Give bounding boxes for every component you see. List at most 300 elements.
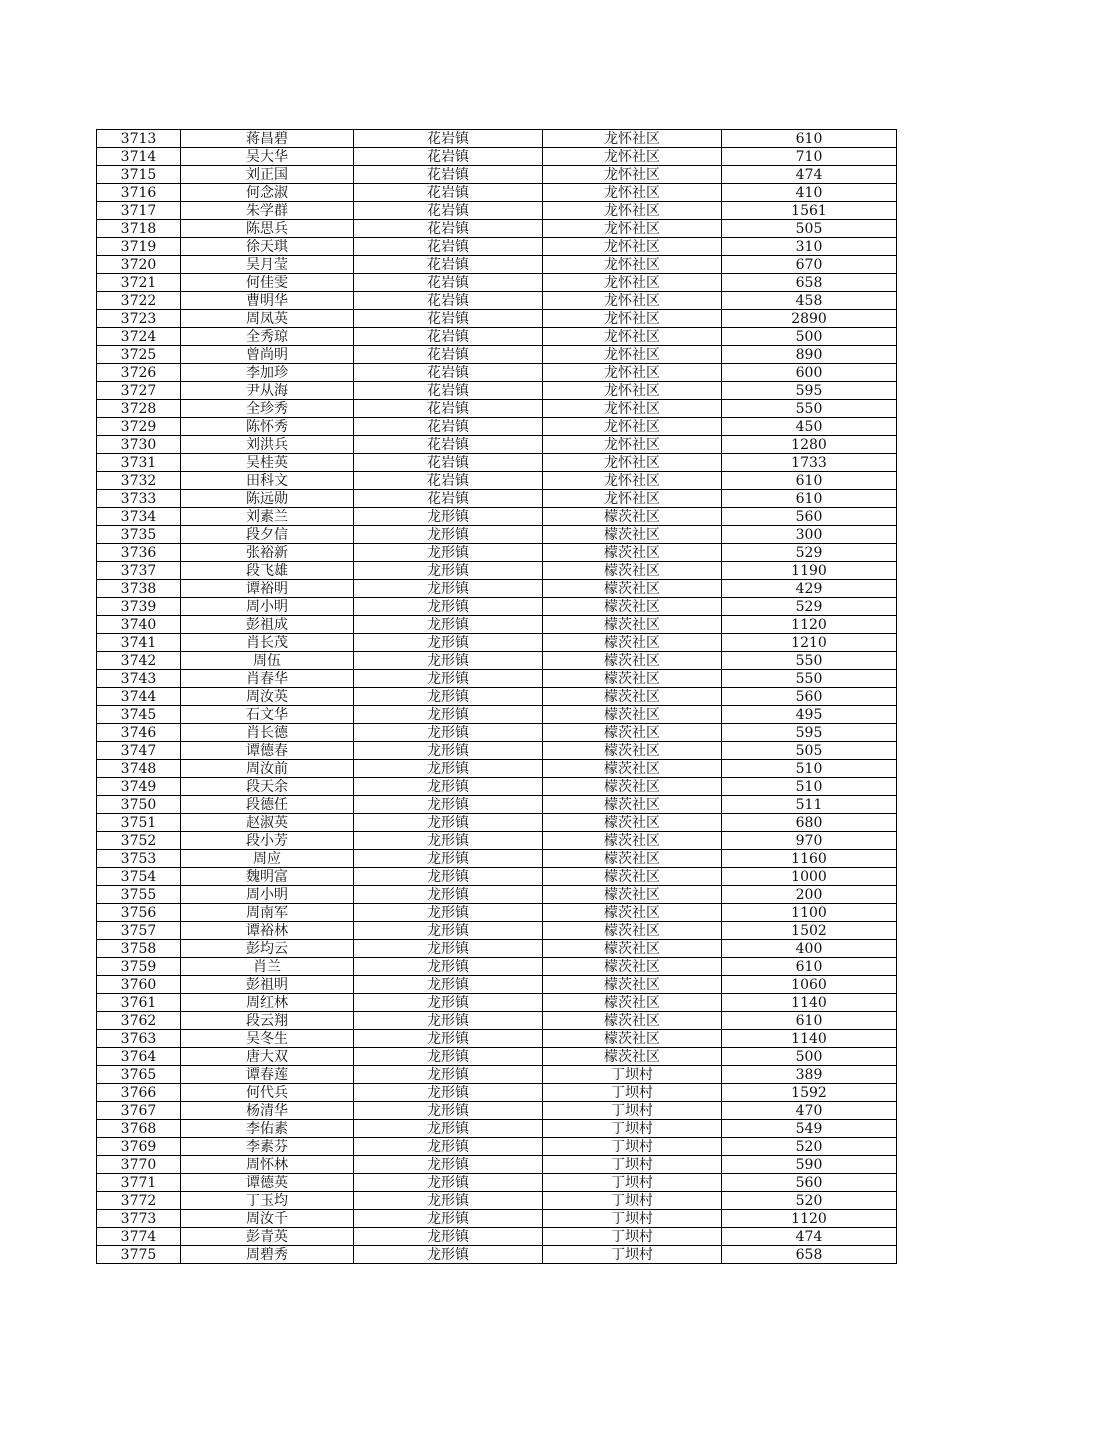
amount-cell: 600 <box>722 364 897 382</box>
town-cell: 花岩镇 <box>354 364 543 382</box>
community-cell: 檬茨社区 <box>543 580 722 598</box>
name-cell: 田科文 <box>181 472 354 490</box>
name-cell: 周碧秀 <box>181 1246 354 1264</box>
table-row <box>97 778 897 796</box>
name-cell: 周汝千 <box>181 1210 354 1228</box>
amount-cell: 505 <box>722 220 897 238</box>
table-row <box>97 940 897 958</box>
amount-cell: 560 <box>722 508 897 526</box>
row-number-cell: 3718 <box>97 220 181 238</box>
amount-cell: 1280 <box>722 436 897 454</box>
name-cell: 刘洪兵 <box>181 436 354 454</box>
name-cell: 吴冬生 <box>181 1030 354 1048</box>
town-cell: 龙形镇 <box>354 652 543 670</box>
row-number-cell: 3719 <box>97 238 181 256</box>
table-row <box>97 850 897 868</box>
row-number-cell: 3726 <box>97 364 181 382</box>
table-row <box>97 526 897 544</box>
amount-cell: 200 <box>722 886 897 904</box>
amount-cell: 610 <box>722 130 897 148</box>
amount-cell: 500 <box>722 328 897 346</box>
name-cell: 彭祖成 <box>181 616 354 634</box>
table-row <box>97 346 897 364</box>
row-number-cell: 3717 <box>97 202 181 220</box>
amount-cell: 450 <box>722 418 897 436</box>
name-cell: 谭春莲 <box>181 1066 354 1084</box>
name-cell: 何佳雯 <box>181 274 354 292</box>
amount-cell: 1140 <box>722 1030 897 1048</box>
community-cell: 丁坝村 <box>543 1228 722 1246</box>
community-cell: 檬茨社区 <box>543 1012 722 1030</box>
town-cell: 龙形镇 <box>354 724 543 742</box>
community-cell: 龙怀社区 <box>543 364 722 382</box>
town-cell: 龙形镇 <box>354 1210 543 1228</box>
community-cell: 檬茨社区 <box>543 778 722 796</box>
name-cell: 肖长茂 <box>181 634 354 652</box>
amount-cell: 1733 <box>722 454 897 472</box>
town-cell: 龙形镇 <box>354 1066 543 1084</box>
community-cell: 龙怀社区 <box>543 256 722 274</box>
table-row <box>97 364 897 382</box>
town-cell: 花岩镇 <box>354 346 543 364</box>
row-number-cell: 3767 <box>97 1102 181 1120</box>
town-cell: 花岩镇 <box>354 418 543 436</box>
amount-cell: 1140 <box>722 994 897 1012</box>
row-number-cell: 3715 <box>97 166 181 184</box>
community-cell: 龙怀社区 <box>543 382 722 400</box>
town-cell: 龙形镇 <box>354 760 543 778</box>
row-number-cell: 3760 <box>97 976 181 994</box>
amount-cell: 474 <box>722 1228 897 1246</box>
row-number-cell: 3714 <box>97 148 181 166</box>
table-row <box>97 400 897 418</box>
town-cell: 花岩镇 <box>354 148 543 166</box>
community-cell: 丁坝村 <box>543 1174 722 1192</box>
name-cell: 彭均云 <box>181 940 354 958</box>
town-cell: 龙形镇 <box>354 1102 543 1120</box>
name-cell: 吴月莹 <box>181 256 354 274</box>
name-cell: 徐天琪 <box>181 238 354 256</box>
amount-cell: 510 <box>722 760 897 778</box>
table-row <box>97 1066 897 1084</box>
town-cell: 龙形镇 <box>354 580 543 598</box>
row-number-cell: 3758 <box>97 940 181 958</box>
table-row <box>97 868 897 886</box>
table-row <box>97 958 897 976</box>
community-cell: 檬茨社区 <box>543 796 722 814</box>
town-cell: 花岩镇 <box>354 382 543 400</box>
name-cell: 陈远勋 <box>181 490 354 508</box>
row-number-cell: 3746 <box>97 724 181 742</box>
table-row <box>97 652 897 670</box>
town-cell: 花岩镇 <box>354 166 543 184</box>
table-row <box>97 1210 897 1228</box>
community-cell: 檬茨社区 <box>543 688 722 706</box>
table-row <box>97 976 897 994</box>
table-row <box>97 454 897 472</box>
community-cell: 檬茨社区 <box>543 616 722 634</box>
table-row <box>97 1030 897 1048</box>
amount-cell: 710 <box>722 148 897 166</box>
name-cell: 肖兰 <box>181 958 354 976</box>
amount-cell: 970 <box>722 832 897 850</box>
table-row <box>97 886 897 904</box>
town-cell: 龙形镇 <box>354 1246 543 1264</box>
community-cell: 丁坝村 <box>543 1138 722 1156</box>
community-cell: 檬茨社区 <box>543 742 722 760</box>
name-cell: 周伍 <box>181 652 354 670</box>
row-number-cell: 3716 <box>97 184 181 202</box>
table-row <box>97 382 897 400</box>
row-number-cell: 3732 <box>97 472 181 490</box>
community-cell: 檬茨社区 <box>543 724 722 742</box>
table-row <box>97 1156 897 1174</box>
town-cell: 龙形镇 <box>354 778 543 796</box>
table-row <box>97 238 897 256</box>
amount-cell: 1160 <box>722 850 897 868</box>
community-cell: 龙怀社区 <box>543 220 722 238</box>
row-number-cell: 3725 <box>97 346 181 364</box>
community-cell: 龙怀社区 <box>543 184 722 202</box>
town-cell: 花岩镇 <box>354 436 543 454</box>
name-cell: 赵淑英 <box>181 814 354 832</box>
town-cell: 花岩镇 <box>354 328 543 346</box>
town-cell: 龙形镇 <box>354 814 543 832</box>
amount-cell: 1120 <box>722 1210 897 1228</box>
town-cell: 龙形镇 <box>354 1012 543 1030</box>
row-number-cell: 3713 <box>97 130 181 148</box>
name-cell: 张裕新 <box>181 544 354 562</box>
name-cell: 周小明 <box>181 598 354 616</box>
community-cell: 檬茨社区 <box>543 760 722 778</box>
amount-cell: 680 <box>722 814 897 832</box>
table-row <box>97 1048 897 1066</box>
community-cell: 檬茨社区 <box>543 598 722 616</box>
row-number-cell: 3735 <box>97 526 181 544</box>
table-row <box>97 742 897 760</box>
town-cell: 花岩镇 <box>354 292 543 310</box>
row-number-cell: 3771 <box>97 1174 181 1192</box>
row-number-cell: 3728 <box>97 400 181 418</box>
name-cell: 段小芳 <box>181 832 354 850</box>
name-cell: 魏明富 <box>181 868 354 886</box>
table-row <box>97 1174 897 1192</box>
name-cell: 周红林 <box>181 994 354 1012</box>
amount-cell: 505 <box>722 742 897 760</box>
amount-cell: 610 <box>722 472 897 490</box>
town-cell: 花岩镇 <box>354 238 543 256</box>
name-cell: 蒋昌碧 <box>181 130 354 148</box>
name-cell: 周汝英 <box>181 688 354 706</box>
town-cell: 花岩镇 <box>354 130 543 148</box>
town-cell: 龙形镇 <box>354 1174 543 1192</box>
community-cell: 檬茨社区 <box>543 886 722 904</box>
town-cell: 龙形镇 <box>354 742 543 760</box>
row-number-cell: 3754 <box>97 868 181 886</box>
name-cell: 石文华 <box>181 706 354 724</box>
town-cell: 龙形镇 <box>354 886 543 904</box>
table-row <box>97 130 897 148</box>
name-cell: 彭青英 <box>181 1228 354 1246</box>
amount-cell: 560 <box>722 688 897 706</box>
town-cell: 龙形镇 <box>354 508 543 526</box>
row-number-cell: 3761 <box>97 994 181 1012</box>
name-cell: 周应 <box>181 850 354 868</box>
town-cell: 龙形镇 <box>354 1192 543 1210</box>
table-row <box>97 328 897 346</box>
community-cell: 檬茨社区 <box>543 562 722 580</box>
table-row <box>97 544 897 562</box>
name-cell: 谭德英 <box>181 1174 354 1192</box>
town-cell: 龙形镇 <box>354 1138 543 1156</box>
name-cell: 何代兵 <box>181 1084 354 1102</box>
table-row <box>97 490 897 508</box>
amount-cell: 1060 <box>722 976 897 994</box>
community-cell: 龙怀社区 <box>543 130 722 148</box>
table-row <box>97 922 897 940</box>
row-number-cell: 3741 <box>97 634 181 652</box>
amount-cell: 520 <box>722 1192 897 1210</box>
row-number-cell: 3743 <box>97 670 181 688</box>
town-cell: 龙形镇 <box>354 706 543 724</box>
row-number-cell: 3720 <box>97 256 181 274</box>
name-cell: 吴桂英 <box>181 454 354 472</box>
amount-cell: 410 <box>722 184 897 202</box>
table-row <box>97 256 897 274</box>
town-cell: 花岩镇 <box>354 400 543 418</box>
name-cell: 谭德春 <box>181 742 354 760</box>
community-cell: 丁坝村 <box>543 1192 722 1210</box>
community-cell: 丁坝村 <box>543 1156 722 1174</box>
row-number-cell: 3745 <box>97 706 181 724</box>
table-row <box>97 616 897 634</box>
amount-cell: 495 <box>722 706 897 724</box>
row-number-cell: 3764 <box>97 1048 181 1066</box>
row-number-cell: 3750 <box>97 796 181 814</box>
name-cell: 丁玉均 <box>181 1192 354 1210</box>
amount-cell: 610 <box>722 958 897 976</box>
community-cell: 檬茨社区 <box>543 652 722 670</box>
community-cell: 檬茨社区 <box>543 670 722 688</box>
town-cell: 花岩镇 <box>354 490 543 508</box>
community-cell: 龙怀社区 <box>543 328 722 346</box>
town-cell: 龙形镇 <box>354 688 543 706</box>
amount-cell: 1100 <box>722 904 897 922</box>
town-cell: 龙形镇 <box>354 1030 543 1048</box>
community-cell: 檬茨社区 <box>543 976 722 994</box>
row-number-cell: 3772 <box>97 1192 181 1210</box>
row-number-cell: 3738 <box>97 580 181 598</box>
community-cell: 龙怀社区 <box>543 148 722 166</box>
table-row <box>97 472 897 490</box>
town-cell: 龙形镇 <box>354 868 543 886</box>
table-body <box>97 130 897 1264</box>
row-number-cell: 3775 <box>97 1246 181 1264</box>
table-row <box>97 166 897 184</box>
community-cell: 丁坝村 <box>543 1246 722 1264</box>
table-row <box>97 1138 897 1156</box>
row-number-cell: 3759 <box>97 958 181 976</box>
table-row <box>97 1102 897 1120</box>
row-number-cell: 3742 <box>97 652 181 670</box>
amount-cell: 550 <box>722 400 897 418</box>
name-cell: 周汝前 <box>181 760 354 778</box>
amount-cell: 500 <box>722 1048 897 1066</box>
name-cell: 肖春华 <box>181 670 354 688</box>
community-cell: 龙怀社区 <box>543 472 722 490</box>
row-number-cell: 3757 <box>97 922 181 940</box>
community-cell: 龙怀社区 <box>543 346 722 364</box>
town-cell: 龙形镇 <box>354 1120 543 1138</box>
community-cell: 龙怀社区 <box>543 238 722 256</box>
row-number-cell: 3747 <box>97 742 181 760</box>
row-number-cell: 3766 <box>97 1084 181 1102</box>
amount-cell: 310 <box>722 238 897 256</box>
name-cell: 李素芬 <box>181 1138 354 1156</box>
amount-cell: 550 <box>722 670 897 688</box>
name-cell: 朱学群 <box>181 202 354 220</box>
amount-cell: 529 <box>722 598 897 616</box>
community-cell: 龙怀社区 <box>543 274 722 292</box>
community-cell: 龙怀社区 <box>543 436 722 454</box>
town-cell: 花岩镇 <box>354 454 543 472</box>
table-row <box>97 904 897 922</box>
amount-cell: 520 <box>722 1138 897 1156</box>
name-cell: 刘正国 <box>181 166 354 184</box>
town-cell: 龙形镇 <box>354 616 543 634</box>
table-row <box>97 994 897 1012</box>
table-row <box>97 814 897 832</box>
table-row <box>97 670 897 688</box>
row-number-cell: 3733 <box>97 490 181 508</box>
amount-cell: 1592 <box>722 1084 897 1102</box>
community-cell: 檬茨社区 <box>543 832 722 850</box>
town-cell: 花岩镇 <box>354 256 543 274</box>
row-number-cell: 3740 <box>97 616 181 634</box>
amount-cell: 595 <box>722 382 897 400</box>
amount-cell: 474 <box>722 166 897 184</box>
row-number-cell: 3734 <box>97 508 181 526</box>
table-row <box>97 1246 897 1264</box>
row-number-cell: 3749 <box>97 778 181 796</box>
name-cell: 段飞雄 <box>181 562 354 580</box>
community-cell: 檬茨社区 <box>543 868 722 886</box>
amount-cell: 400 <box>722 940 897 958</box>
amount-cell: 1561 <box>722 202 897 220</box>
community-cell: 丁坝村 <box>543 1066 722 1084</box>
town-cell: 龙形镇 <box>354 976 543 994</box>
amount-cell: 1000 <box>722 868 897 886</box>
name-cell: 谭裕明 <box>181 580 354 598</box>
amount-cell: 590 <box>722 1156 897 1174</box>
amount-cell: 1190 <box>722 562 897 580</box>
row-number-cell: 3748 <box>97 760 181 778</box>
row-number-cell: 3724 <box>97 328 181 346</box>
community-cell: 檬茨社区 <box>543 706 722 724</box>
amount-cell: 550 <box>722 652 897 670</box>
table-row <box>97 184 897 202</box>
community-cell: 龙怀社区 <box>543 202 722 220</box>
community-cell: 檬茨社区 <box>543 904 722 922</box>
row-number-cell: 3737 <box>97 562 181 580</box>
row-number-cell: 3730 <box>97 436 181 454</box>
amount-cell: 1210 <box>722 634 897 652</box>
amount-cell: 300 <box>722 526 897 544</box>
row-number-cell: 3769 <box>97 1138 181 1156</box>
row-number-cell: 3736 <box>97 544 181 562</box>
table-row <box>97 508 897 526</box>
town-cell: 龙形镇 <box>354 850 543 868</box>
row-number-cell: 3727 <box>97 382 181 400</box>
town-cell: 龙形镇 <box>354 1048 543 1066</box>
amount-cell: 610 <box>722 1012 897 1030</box>
community-cell: 檬茨社区 <box>543 634 722 652</box>
amount-cell: 529 <box>722 544 897 562</box>
name-cell: 曾尚明 <box>181 346 354 364</box>
row-number-cell: 3763 <box>97 1030 181 1048</box>
table-row <box>97 580 897 598</box>
amount-cell: 1502 <box>722 922 897 940</box>
row-number-cell: 3731 <box>97 454 181 472</box>
name-cell: 谭裕林 <box>181 922 354 940</box>
amount-cell: 2890 <box>722 310 897 328</box>
name-cell: 全珍秀 <box>181 400 354 418</box>
row-number-cell: 3752 <box>97 832 181 850</box>
table-row <box>97 706 897 724</box>
town-cell: 龙形镇 <box>354 940 543 958</box>
name-cell: 全秀琼 <box>181 328 354 346</box>
amount-cell: 458 <box>722 292 897 310</box>
table-row <box>97 832 897 850</box>
name-cell: 周南军 <box>181 904 354 922</box>
town-cell: 龙形镇 <box>354 670 543 688</box>
amount-cell: 549 <box>722 1120 897 1138</box>
table-row <box>97 1120 897 1138</box>
community-cell: 檬茨社区 <box>543 544 722 562</box>
community-cell: 檬茨社区 <box>543 1030 722 1048</box>
town-cell: 龙形镇 <box>354 598 543 616</box>
table-row <box>97 1228 897 1246</box>
name-cell: 杨清华 <box>181 1102 354 1120</box>
name-cell: 周小明 <box>181 886 354 904</box>
name-cell: 段夕信 <box>181 526 354 544</box>
row-number-cell: 3768 <box>97 1120 181 1138</box>
row-number-cell: 3765 <box>97 1066 181 1084</box>
community-cell: 檬茨社区 <box>543 958 722 976</box>
row-number-cell: 3751 <box>97 814 181 832</box>
row-number-cell: 3770 <box>97 1156 181 1174</box>
town-cell: 龙形镇 <box>354 544 543 562</box>
town-cell: 龙形镇 <box>354 1084 543 1102</box>
row-number-cell: 3729 <box>97 418 181 436</box>
community-cell: 丁坝村 <box>543 1102 722 1120</box>
name-cell: 段天余 <box>181 778 354 796</box>
name-cell: 曹明华 <box>181 292 354 310</box>
table-row <box>97 724 897 742</box>
name-cell: 陈怀秀 <box>181 418 354 436</box>
community-cell: 丁坝村 <box>543 1120 722 1138</box>
amount-cell: 1120 <box>722 616 897 634</box>
table-row <box>97 148 897 166</box>
row-number-cell: 3753 <box>97 850 181 868</box>
amount-cell: 658 <box>722 274 897 292</box>
name-cell: 周怀林 <box>181 1156 354 1174</box>
town-cell: 龙形镇 <box>354 1228 543 1246</box>
name-cell: 段德任 <box>181 796 354 814</box>
amount-cell: 890 <box>722 346 897 364</box>
town-cell: 花岩镇 <box>354 220 543 238</box>
row-number-cell: 3773 <box>97 1210 181 1228</box>
